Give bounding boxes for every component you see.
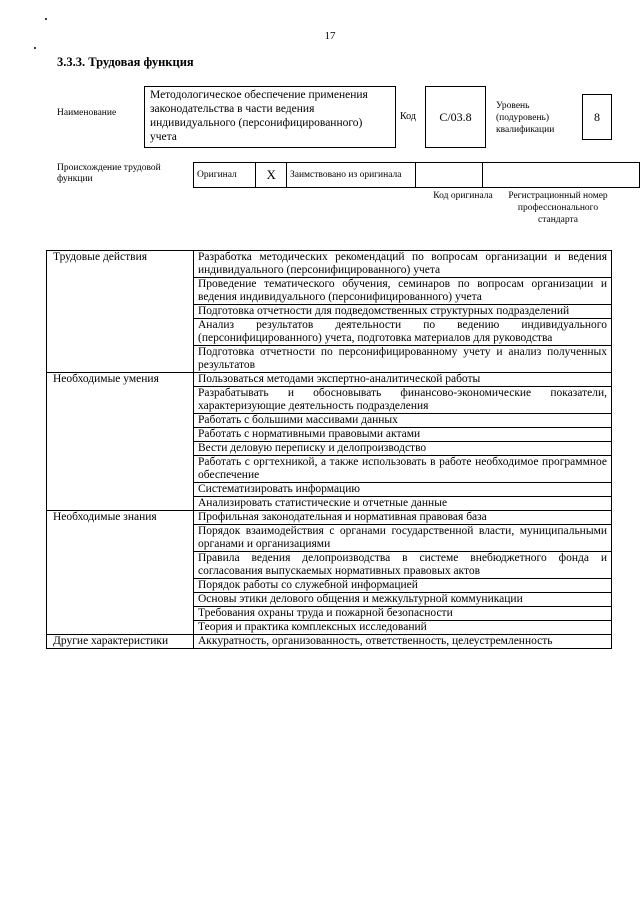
scan-dot	[34, 47, 36, 49]
qualification-level-box	[582, 94, 612, 140]
original-code-cell	[416, 163, 483, 188]
item-cell: Подготовка отчетности для подведомственных структурных подразделений	[194, 305, 612, 319]
item-cell: Разрабатывать и обосновывать финансово-экономические показатели, характеризующие деятельность подразделения	[194, 387, 612, 414]
item-cell: Порядок взаимодействия с органами государственной власти, муниципальными органами и организациями	[194, 525, 612, 552]
item-cell: Работать с нормативными правовыми актами	[194, 428, 612, 442]
original-mark: X	[256, 163, 287, 188]
registration-number-caption: Регистрационный номер профессионального стандарта	[508, 191, 608, 225]
page-number: 17	[324, 30, 336, 42]
table-row	[47, 635, 612, 649]
category-cell: Трудовые действия	[47, 251, 194, 373]
original-code-caption: Код оригинала	[433, 191, 493, 201]
qualification-level-value: 8	[594, 109, 600, 124]
function-code: C/03.8	[439, 109, 472, 124]
category-cell: Необходимые умения	[47, 373, 194, 511]
item-cell: Требования охраны труда и пожарной безопасности	[194, 607, 612, 621]
item-cell: Работать с оргтехникой, а также использовать в работе необходимое программное обеспечение	[194, 456, 612, 483]
item-cell: Теория и практика комплексных исследований	[194, 621, 612, 635]
section-title: 3.3.3. Трудовая функция	[57, 55, 194, 69]
item-cell: Порядок работы со служебной информацией	[194, 579, 612, 593]
item-cell: Вести деловую переписку и делопроизводство	[194, 442, 612, 456]
qualification-level-label: Уровень (подуровень) квалификации	[496, 101, 555, 135]
original-label: Оригинал	[194, 163, 256, 188]
origin-table	[193, 162, 640, 188]
item-cell: Профильная законодательная и нормативная правовая база	[194, 511, 612, 525]
competency-table	[46, 250, 612, 649]
function-code-box	[425, 86, 486, 148]
item-cell: Проведение тематического обучения, семинаров по вопросам организации и ведения индивидуального (персонифицированного) учета	[194, 278, 612, 305]
item-cell: Анализ результатов деятельности по ведению индивидуального (персонифицированного) учета, подготовка материалов для руководства	[194, 319, 612, 346]
borrowed-label: Заимствовано из оригинала	[286, 163, 415, 188]
code-label: Код	[400, 111, 416, 122]
item-cell: Правила ведения делопроизводства в системе внебюджетного фонда и согласования выпускаемых нормативных правовых актов	[194, 552, 612, 579]
origin-label: Происхождение трудовой функции	[57, 163, 161, 184]
table-row	[47, 373, 612, 387]
item-cell: Аккуратность, организованность, ответственность, целеустремленность	[194, 635, 612, 649]
name-label: Наименование	[57, 108, 117, 118]
table-row	[47, 511, 612, 525]
item-cell: Работать с большими массивами данных	[194, 414, 612, 428]
table-row	[47, 251, 612, 278]
function-name-box: Методологическое обеспечение применения законодательства в части ведения индивидуального (персонифицированного) учета	[144, 86, 396, 148]
item-cell: Пользоваться методами экспертно-аналитической работы	[194, 373, 612, 387]
item-cell: Анализировать статистические и отчетные данные	[194, 497, 612, 511]
item-cell: Основы этики делового общения и межкультурной коммуникации	[194, 593, 612, 607]
item-cell: Систематизировать информацию	[194, 483, 612, 497]
category-cell: Другие характеристики	[47, 635, 194, 649]
item-cell: Подготовка отчетности по персонифицированному учету и анализ полученных результатов	[194, 346, 612, 373]
scan-dot	[45, 18, 47, 20]
category-cell: Необходимые знания	[47, 511, 194, 635]
registration-number-cell	[483, 163, 640, 188]
item-cell: Разработка методических рекомендаций по вопросам организации и ведения индивидуального (персонифицированного) учета	[194, 251, 612, 278]
